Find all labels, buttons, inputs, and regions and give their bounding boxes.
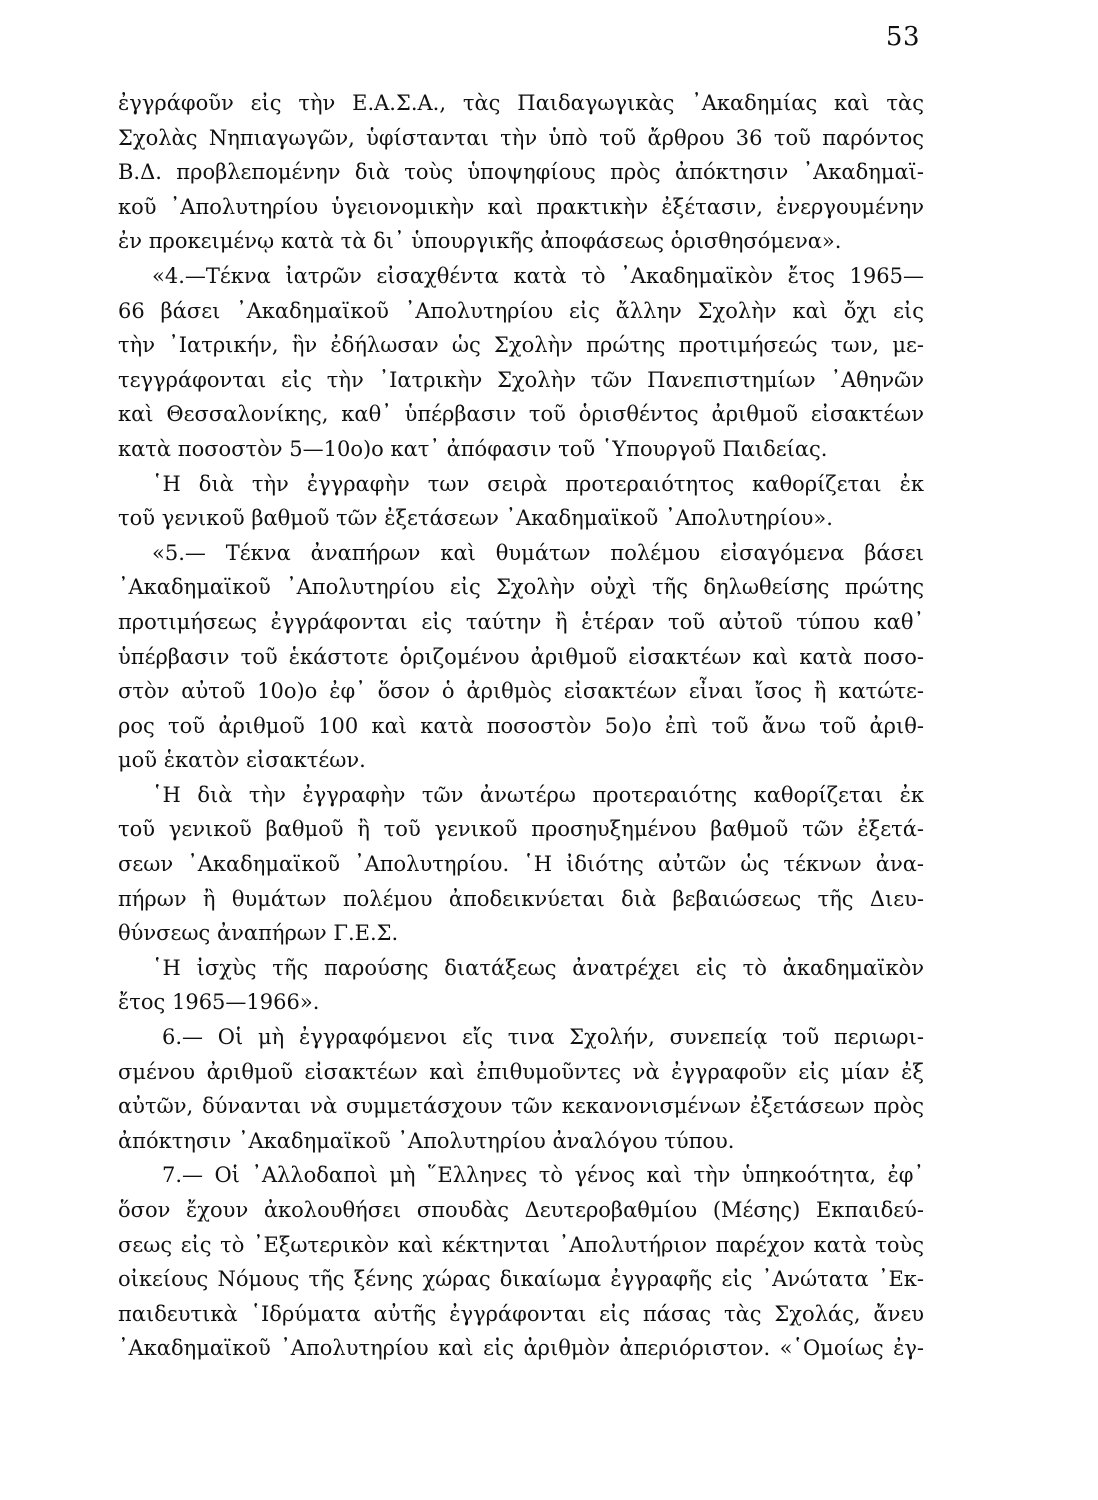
text-line: κατὰ ποσοστὸν 5—10ο)ο κατ᾿ ἀπόφασιν τοῦ ῾Υπουργοῦ Παιδείας. [118,436,828,461]
text-line: 66 βάσει ᾿Ακαδημαϊκοῦ ᾿Απολυτηρίου εἰς ἄλλην Σχολὴν καὶ ὄχι εἰς [118,298,924,323]
text-line: 6.— Οἱ μὴ ἐγγραφόμενοι εἴς τινα Σχολήν, συνεπείᾳ τοῦ περιωρι- [162,1025,924,1050]
page-number: 53 [885,22,920,52]
text-line: ῾Η ἰσχὺς τῆς παρούσης διατάξεως ἀνατρέχει εἰς τὸ ἀκαδημαϊκὸν [152,955,924,980]
text-line: παιδευτικὰ ῾Ιδρύματα αὐτῆς ἐγγράφονται εἰς πάσας τὰς Σχολάς, ἄνευ [118,1301,924,1326]
text-line: ὅσον ἔχουν ἀκολουθήσει σπουδὰς Δευτεροβαθμίου (Μέσης) Εκπαιδεύ- [118,1198,924,1222]
body-text [118,86,924,1366]
text-line: ἔτος 1965—1966». [118,990,320,1015]
text-line: Β.Δ. προβλεπομένην διὰ τοὺς ὑποψηφίους πρὸς ἀπόκτησιν ᾿Ακαδημαϊ- [118,160,924,185]
text-line: καὶ Θεσσαλονίκης, καθ᾿ ὑπέρβασιν τοῦ ὁρισθέντος ἀριθμοῦ εἰσακτέων [118,402,924,427]
text-line: οἰκείους Νόμους τῆς ξένης χώρας δικαίωμα ἐγγραφῆς εἰς ᾿Ανώτατα ᾿Εκ- [118,1267,924,1292]
text-line: σεων ᾿Ακαδημαϊκοῦ ᾿Απολυτηρίου. ῾Η ἰδιότης αὐτῶν ὡς τέκνων ἀνα- [118,852,924,877]
text-line: ἐγγράφοῦν εἰς τὴν Ε.Α.Σ.Α., τὰς Παιδαγωγικὰς ᾿Ακαδημίας καὶ τὰς [118,91,924,115]
text-line: μοῦ ἑκατὸν εἰσακτέων. [118,748,366,773]
text-line: «5.— Τέκνα ἀναπήρων καὶ θυμάτων πολέμου εἰσαγόμενα βάσει [152,540,924,565]
text-line: σμένου ἀριθμοῦ εἰσακτέων καὶ ἐπιθυμοῦντες νὰ ἐγγραφοῦν εἰς μίαν ἐξ [118,1059,924,1084]
text-line: πήρων ἢ θυμάτων πολέμου ἀποδεικνύεται διὰ βεβαιώσεως τῆς Διευ- [118,886,924,911]
text-line: ᾿Ακαδημαϊκοῦ ᾿Απολυτηρίου εἰς Σχολὴν οὐχὶ τῆς δηλωθείσης πρώτης [118,575,924,600]
text-line: «4.—Τέκνα ἰατρῶν εἰσαχθέντα κατὰ τὸ ᾿Ακαδημαϊκὸν ἔτος 1965— [152,263,924,288]
text-line: Σχολὰς Νηπιαγωγῶν, ὑφίστανται τὴν ὑπὸ τοῦ ἄρθρου 36 τοῦ παρόντος [118,125,924,150]
text-line: ρος τοῦ ἀριθμοῦ 100 καὶ κατὰ ποσοστὸν 5ο)ο ἐπὶ τοῦ ἄνω τοῦ ἀριθ- [118,713,924,738]
text-line: 7.— Οἱ ᾿Αλλοδαποὶ μὴ ῞Ελληνες τὸ γένος καὶ τὴν ὑπηκοότητα, ἐφ᾿ [162,1163,924,1188]
text-line: τεγγράφονται εἰς τὴν ᾿Ιατρικὴν Σχολὴν τῶν Πανεπιστημίων ᾿Αθηνῶν [118,367,924,392]
text-line: σεως εἰς τὸ ᾿Εξωτερικὸν καὶ κέκτηνται ᾿Απολυτήριον παρέχον κατὰ τοὺς [118,1232,924,1257]
text-line: τοῦ γενικοῦ βαθμοῦ τῶν ἐξετάσεων ᾿Ακαδημαϊκοῦ ᾿Απολυτηρίου». [118,506,833,531]
text-line: αὐτῶν, δύνανται νὰ συμμετάσχουν τῶν κεκανονισμένων ἐξετάσεων πρὸς [118,1094,924,1119]
text-line: ὑπέρβασιν τοῦ ἑκάστοτε ὁριζομένου ἀριθμοῦ εἰσακτέων καὶ κατὰ ποσο- [118,644,924,669]
text-line: προτιμήσεως ἐγγράφονται εἰς ταύτην ἢ ἑτέραν τοῦ αὐτοῦ τύπου καθ᾿ [118,609,924,634]
text-line: ῾Η διὰ τὴν ἐγγραφὴν των σειρὰ προτεραιότητος καθορίζεται ἐκ [152,471,924,496]
text-line: ῾Η διὰ τὴν ἐγγραφὴν τῶν ἀνωτέρω προτεραιότης καθορίζεται ἐκ [152,782,924,807]
text-line: ἐν προκειμένῳ κατὰ τὰ δι᾿ ὑπουργικῆς ἀποφάσεως ὁρισθησόμενα». [118,229,842,254]
text-line: ᾿Ακαδημαϊκοῦ ᾿Απολυτηρίου καὶ εἰς ἀριθμὸν ἀπεριόριστον. «῾Ομοίως ἐγ- [118,1336,924,1361]
text-line: στὸν αὐτοῦ 10ο)ο ἐφ᾿ ὅσον ὁ ἀριθμὸς εἰσακτέων εἶναι ἴσος ἢ κατώτε- [118,679,924,704]
text-line: κοῦ ᾿Απολυτηρίου ὑγειονομικὴν καὶ πρακτικὴν ἐξέτασιν, ἐνεργουμένην [118,194,924,219]
text-line: τοῦ γενικοῦ βαθμοῦ ἢ τοῦ γενικοῦ προσηυξημένου βαθμοῦ τῶν ἐξετά- [118,817,924,842]
text-line: ἀπόκτησιν ᾿Ακαδημαϊκοῦ ᾿Απολυτηρίου ἀναλόγου τύπου. [118,1128,735,1153]
text-line: τὴν ᾿Ιατρικήν, ἣν ἐδήλωσαν ὡς Σχολὴν πρώτης προτιμήσεώς των, με- [118,333,924,358]
text-line: θύνσεως ἀναπήρων Γ.Ε.Σ. [118,921,399,946]
